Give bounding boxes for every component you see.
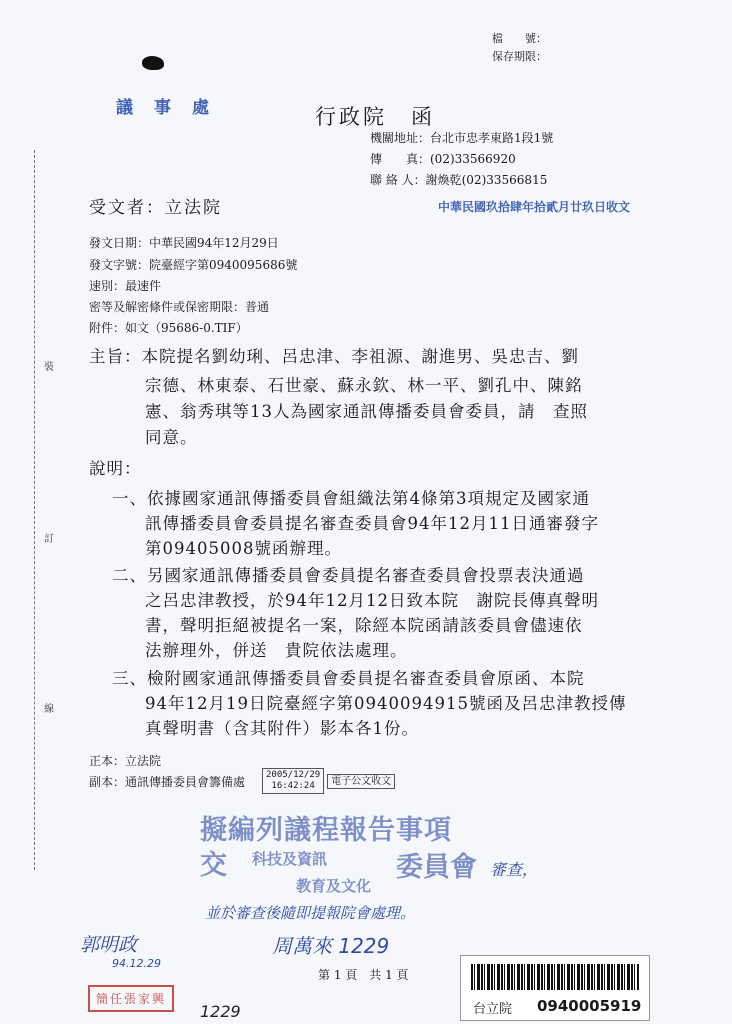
- handwritten-signature-1: 周萬來 1229: [272, 934, 390, 958]
- explanation-line-3: 第09405008號函辦理。: [145, 539, 342, 558]
- committee-edu: 教育及文化: [296, 877, 372, 895]
- barcode: [471, 964, 639, 990]
- agency-address: 機關地址：台北市忠孝東路1段1號: [370, 131, 554, 145]
- explanation-line-7: 法辦理外，併送 貴院依法處理。: [145, 641, 408, 660]
- handwritten-signature-3: 1229: [200, 1002, 241, 1021]
- contact: 聯 絡 人：謝煥乾(02)33566815: [370, 173, 548, 187]
- issue-date: 發文日期：中華民國94年12月29日: [89, 236, 279, 250]
- subject-line-2: 宗德、林東泰、石世豪、蘇永欽、林一平、劉孔中、陳銘: [145, 376, 583, 395]
- subject-line-4: 同意。: [145, 428, 198, 447]
- receipt-date-stamp: 中華民國玖拾肆年拾貳月廿玖日收文: [438, 200, 631, 214]
- barcode-number: 0940005919: [537, 997, 642, 1015]
- committee-suffix: 委員會: [396, 852, 477, 883]
- binding-mark-2: 訂: [44, 534, 54, 545]
- receipt-time-stamp: [262, 768, 395, 794]
- barcode-label: [460, 955, 650, 1021]
- binding-line: [34, 150, 35, 870]
- recipient: 受文者：立法院: [89, 198, 222, 218]
- retention-label: 保存期限：: [492, 50, 547, 63]
- committee-tech: 科技及資訊: [252, 850, 328, 868]
- page-number: 第 1 頁 共 1 頁: [318, 968, 409, 982]
- dept-stamp: 議 事 處: [116, 98, 211, 118]
- binding-mark-1: 裝: [44, 362, 54, 373]
- explanation-line-5: 之呂忠津教授，於94年12月12日致本院 謝院長傳真聲明: [145, 591, 599, 610]
- fax: 傳 真：(02)33566920: [370, 152, 516, 166]
- agenda-stamp: 擬編列議程報告事項: [200, 815, 452, 846]
- explanation-line-8: 三、檢附國家通訊傳播委員會委員提名審查委員會原函、本院: [112, 669, 585, 688]
- handwritten-note: 並於審查後隨即提報院會處理。: [205, 904, 416, 922]
- receipt-label: 電子公文收文: [327, 774, 395, 789]
- doc-number: 發文字號：院臺經字第0940095686號: [89, 258, 298, 272]
- handwritten-review: 審查，: [490, 860, 539, 879]
- ink-blot: [142, 56, 164, 70]
- copy-recipient: 副本：通訊傳播委員會籌備處: [89, 775, 246, 789]
- red-seal-stamp: 簡任張家興: [88, 985, 174, 1012]
- subject-line-3: 憲、翁秀琪等13人為國家通訊傳播委員會委員，請 查照: [145, 402, 588, 421]
- explanation-line-4: 二、另國家通訊傳播委員會委員提名審查委員會投票表決通過: [112, 566, 585, 585]
- explanation-line-2: 訊傳播委員會委員提名審查委員會94年12月11日通審發字: [145, 514, 599, 533]
- handwritten-date: 94.12.29: [112, 957, 161, 970]
- assign-prefix: 交: [200, 850, 227, 881]
- original-recipient: 正本：立法院: [89, 754, 162, 768]
- secrecy: 密等及解密條件或保密期限：普通: [89, 300, 270, 314]
- explanation-line-6: 書，聲明拒絕被提名一案，除經本院函請該委員會儘速依: [145, 616, 583, 635]
- handwritten-signature-2: 郭明政: [80, 934, 138, 956]
- file-number-label: 檔 號：: [492, 32, 547, 45]
- speed: 速別：最速件: [89, 279, 162, 293]
- barcode-org: 台立院: [473, 1002, 513, 1017]
- explanation-heading: 說明：: [89, 459, 142, 478]
- subject-line-1: 主旨：本院提名劉幼琍、呂忠津、李祖源、謝進男、吳忠吉、劉: [89, 347, 579, 366]
- binding-mark-3: 線: [44, 704, 54, 715]
- explanation-line-10: 真聲明書（含其附件）影本各1份。: [145, 719, 419, 738]
- doc-title: 行政院 函: [315, 105, 435, 129]
- explanation-line-9: 94年12月19日院臺經字第0940094915號函及呂忠津教授傳: [145, 694, 627, 713]
- explanation-line-1: 一、依據國家通訊傳播委員會組織法第4條第3項規定及國家通: [112, 489, 590, 508]
- attachment: 附件：如文（95686-0.TIF）: [89, 321, 248, 335]
- receipt-time: 2005/12/29 16:42:24: [262, 768, 324, 794]
